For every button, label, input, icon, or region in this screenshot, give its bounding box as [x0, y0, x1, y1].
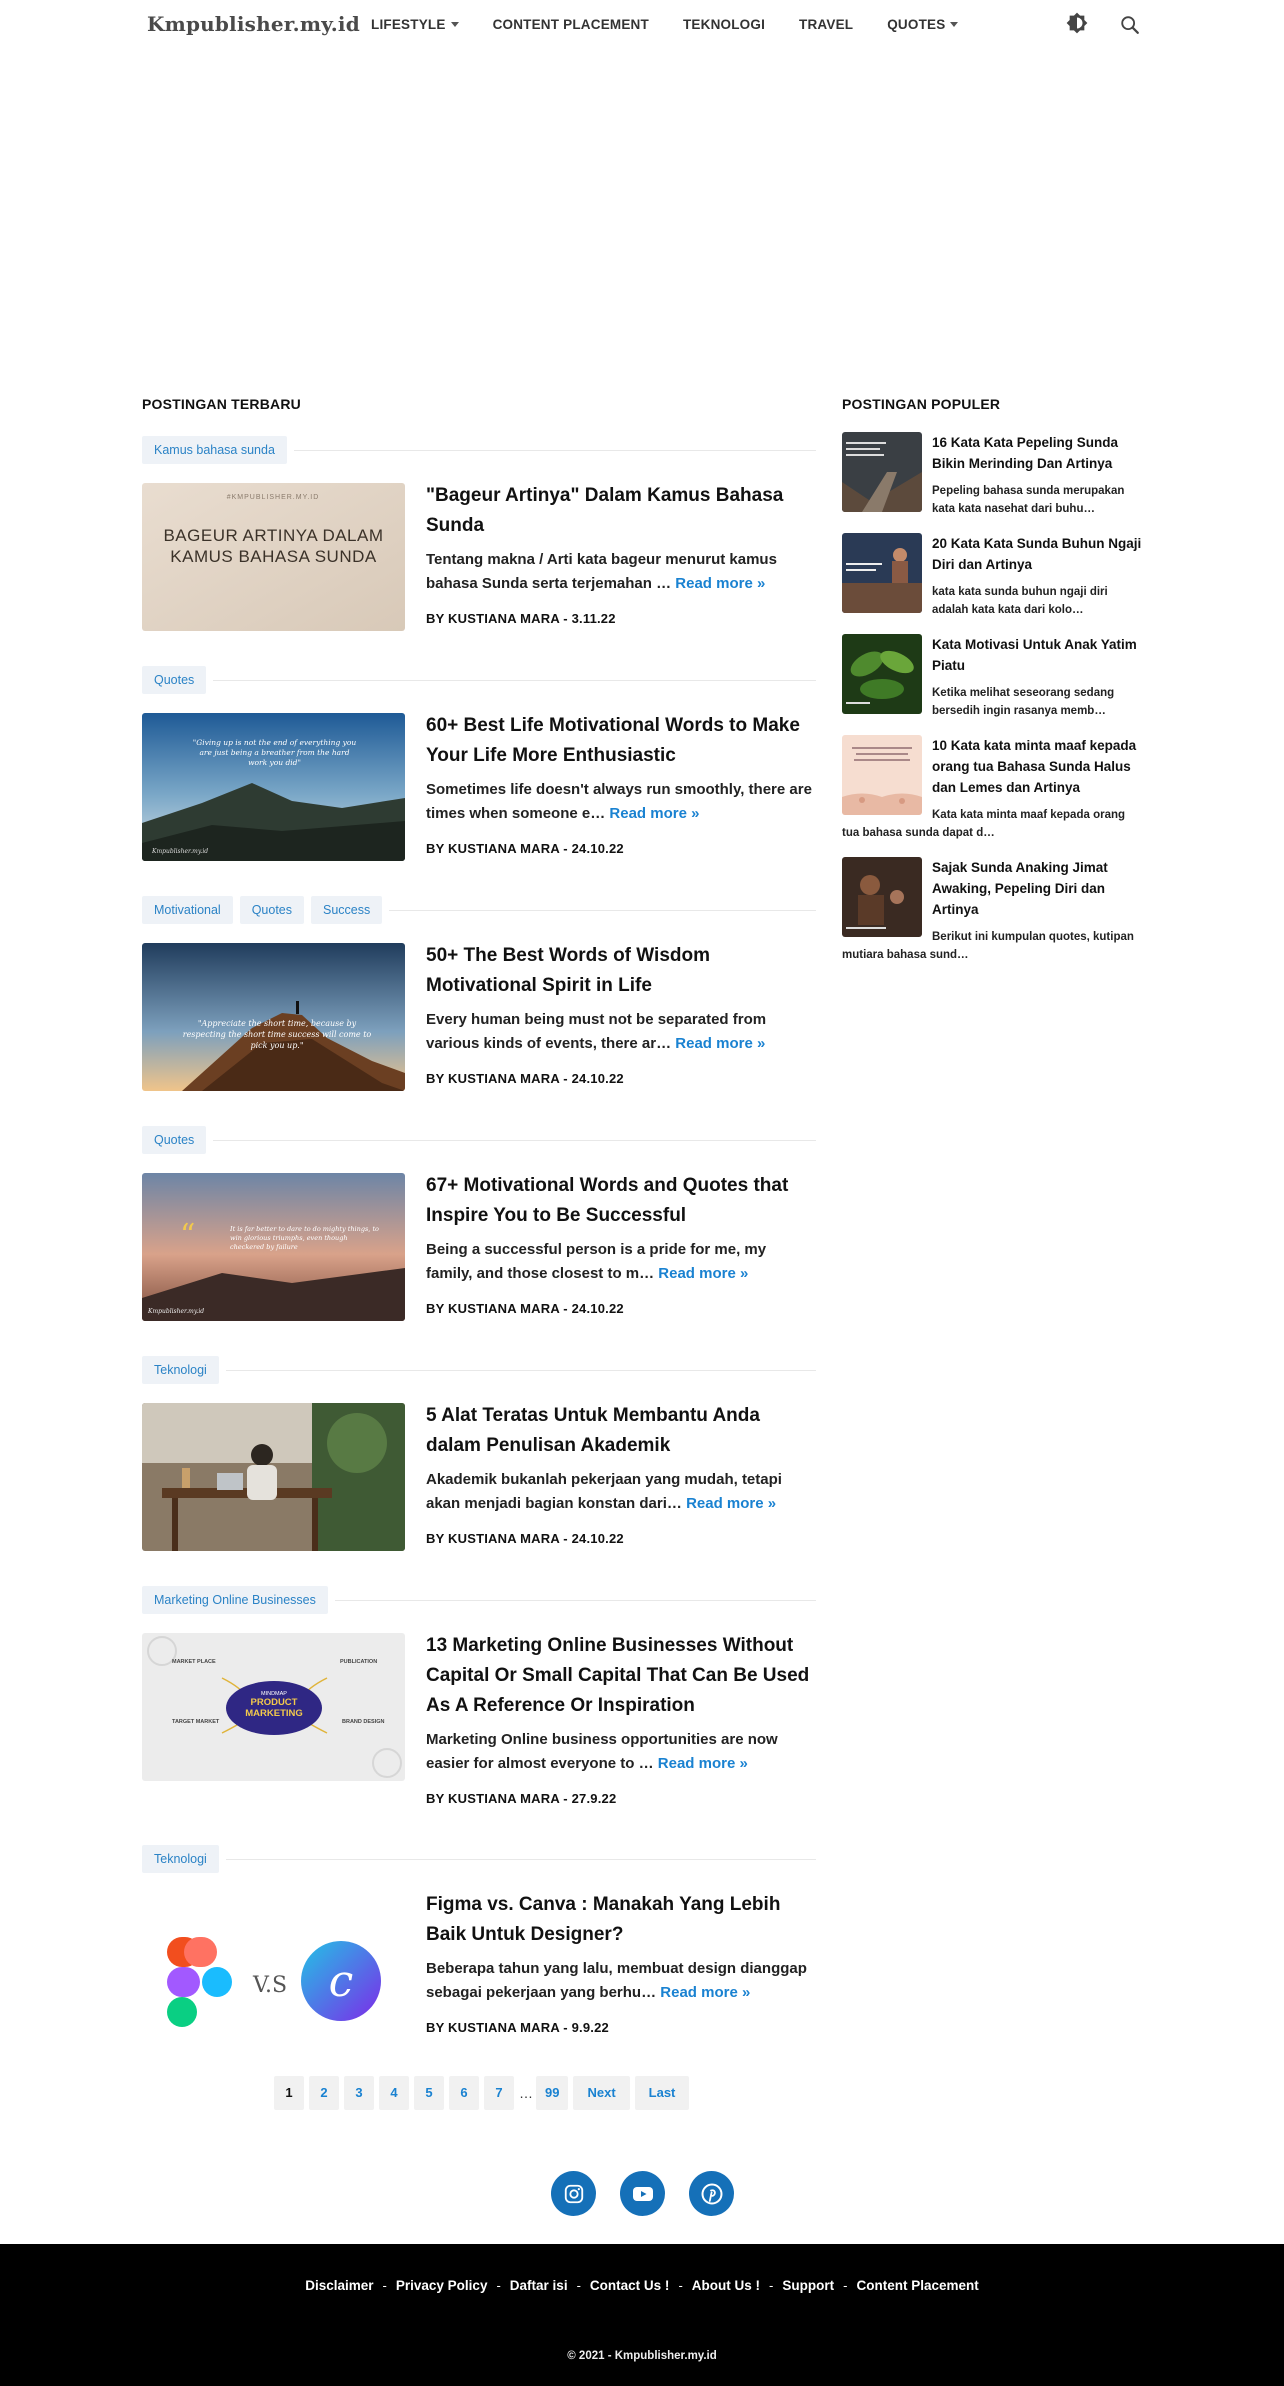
post-thumbnail[interactable] [142, 1403, 405, 1551]
pagination [274, 2076, 694, 2110]
popular-excerpt: Pepeling bahasa sunda merupakan kata kata nasehat dari buhu… [932, 485, 1125, 515]
post-title[interactable]: 60+ Best Life Motivational Words to Make Your Life More Enthusiastic [426, 715, 800, 766]
post-author: BY KUSTIANA MARA [426, 1071, 560, 1086]
footer-separator: - [576, 2278, 581, 2293]
post-thumbnail[interactable] [142, 713, 405, 861]
nav-item-travel[interactable] [799, 17, 853, 32]
post-meta: BY KUSTIANA MARA - 24.10.22 [426, 841, 624, 856]
site-header [0, 0, 1284, 52]
post-tag[interactable]: Quotes [240, 896, 304, 924]
popular-posts-heading: POSTINGAN POPULER [842, 396, 1001, 412]
footer-link-contact[interactable]: Contact Us ! [589, 2278, 670, 2293]
post-excerpt: Every human being must not be separated from various kinds of events, there ar… Read more » [426, 1011, 767, 1052]
thumb-quote: "Giving up is not the end of everything you are just being a breather from the hard work you did" [192, 738, 357, 767]
post-meta: BY KUSTIANA MARA - 24.10.22 [426, 1531, 624, 1546]
post-tags [142, 436, 816, 464]
page-button[interactable]: 5 [414, 2076, 444, 2110]
popular-thumbnail[interactable] [842, 857, 922, 937]
thumb-caption: #KMPUBLISHER.MY.ID [226, 494, 320, 501]
footer-link-about[interactable]: About Us ! [691, 2278, 761, 2293]
mindmap-label: PUBLICATION [340, 1659, 378, 1665]
youtube-button[interactable] [620, 2171, 665, 2216]
post-excerpt: Tentang makna / Arti kata bageur menurut kamus bahasa Sunda serta terjemahan … Read more » [426, 551, 777, 592]
read-more-link[interactable]: Read more » [658, 1265, 749, 1282]
page-button[interactable]: 4 [379, 2076, 409, 2110]
post-tags [142, 1845, 816, 1873]
post-meta: BY KUSTIANA MARA - 24.10.22 [426, 1301, 624, 1316]
post-title[interactable]: 67+ Motivational Words and Quotes that Inspire You to Be Successful [426, 1175, 789, 1226]
post-title[interactable]: 13 Marketing Online Businesses Without Capital Or Small Capital That Can Be Used As A Reference Or Inspiration [426, 1635, 810, 1716]
post-tag[interactable]: Kamus bahasa sunda [142, 436, 287, 464]
post-tag[interactable]: Quotes [142, 1126, 206, 1154]
latest-posts-heading: POSTINGAN TERBARU [142, 396, 301, 412]
post-title[interactable]: Figma vs. Canva : Manakah Yang Lebih Baik Untuk Designer? [426, 1894, 781, 1945]
pinterest-button[interactable] [689, 2171, 734, 2216]
post-tag[interactable]: Marketing Online Businesses [142, 1586, 328, 1614]
post-meta: BY KUSTIANA MARA - 3.11.22 [426, 611, 616, 626]
post-excerpt: Beberapa tahun yang lalu, membuat design dianggap sebagai pekerjaan yang berhu… Read more » [426, 1960, 807, 2001]
post-author: BY KUSTIANA MARA [426, 611, 560, 626]
post-excerpt: Sometimes life doesn't always run smoothly, there are times when someone e… Read more » [426, 781, 812, 822]
post-author: BY KUSTIANA MARA [426, 841, 560, 856]
post-author: BY KUSTIANA MARA [426, 1791, 560, 1806]
post-tags [142, 1356, 816, 1384]
page-button[interactable]: 2 [309, 2076, 339, 2110]
footer-link-privacy-policy[interactable]: Privacy Policy [395, 2278, 488, 2293]
nav-item-content-placement[interactable] [493, 17, 649, 32]
page-button[interactable]: 3 [344, 2076, 374, 2110]
post-excerpt: Being a successful person is a pride for me, my family, and those closest to m… Read more » [426, 1241, 767, 1282]
thumb-caption: Kmpublisher.my.id [148, 1308, 205, 1315]
main-nav [371, 17, 992, 32]
post-meta: BY KUSTIANA MARA - 9.9.22 [426, 2020, 609, 2035]
theme-toggle-button[interactable] [1066, 12, 1088, 34]
post-tags [142, 1586, 816, 1614]
post-author: BY KUSTIANA MARA [426, 2020, 560, 2035]
footer-separator: - [382, 2278, 387, 2293]
instagram-button[interactable] [551, 2171, 596, 2216]
mindmap-label: BRAND DESIGN [342, 1719, 385, 1725]
post-excerpt: Marketing Online business opportunities are now easier for almost everyone to … Read more » [426, 1731, 778, 1772]
post-date: 24.10.22 [571, 1071, 624, 1086]
page-ellipsis: … [519, 2085, 533, 2101]
footer-links [0, 2278, 1284, 2293]
social-links [551, 2171, 758, 2216]
post-date: 24.10.22 [571, 841, 624, 856]
post-tag[interactable]: Motivational [142, 896, 233, 924]
page-button[interactable]: 6 [449, 2076, 479, 2110]
post-author: BY KUSTIANA MARA [426, 1531, 560, 1546]
footer-separator: - [496, 2278, 501, 2293]
post-tag[interactable]: Teknologi [142, 1356, 219, 1384]
post-meta: BY KUSTIANA MARA - 27.9.22 [426, 1791, 617, 1806]
brightness-icon [1066, 12, 1088, 34]
page-button[interactable]: 7 [484, 2076, 514, 2110]
footer-separator: - [678, 2278, 683, 2293]
post-title[interactable]: 5 Alat Teratas Untuk Membantu Anda dalam Penulisan Akademik [426, 1405, 760, 1456]
popular-thumbnail[interactable] [842, 735, 922, 815]
post-meta: BY KUSTIANA MARA - 24.10.22 [426, 1071, 624, 1086]
post-title[interactable]: 50+ The Best Words of Wisdom Motivational Spirit in Life [426, 945, 710, 996]
youtube-icon [631, 2182, 655, 2206]
read-more-link[interactable]: Read more » [686, 1495, 777, 1512]
post-tags [142, 1126, 816, 1154]
vs-text: V.S [252, 1973, 288, 1998]
popular-title[interactable]: Sajak Sunda Anaking Jimat Awaking, Pepeling Diri dan Artinya [932, 860, 1108, 917]
popular-title[interactable]: 20 Kata Kata Sunda Buhun Ngaji Diri dan Artinya [932, 536, 1142, 572]
divider [142, 1140, 816, 1141]
mindmap-label: TARGET MARKET [172, 1719, 220, 1725]
footer-link-disclaimer[interactable]: Disclaimer [305, 2278, 374, 2293]
post-excerpt: Akademik bukanlah pekerjaan yang mudah, tetapi akan menjadi bagian konstan dari… Read more » [426, 1471, 782, 1512]
chevron-down-icon [950, 22, 958, 27]
nav-label: TEKNOLOGI [682, 17, 766, 32]
nav-item-quotes[interactable] [887, 17, 958, 32]
mindmap-small: MINDMAP [261, 1691, 287, 1697]
next-page-button[interactable]: Next [573, 2076, 629, 2110]
popular-excerpt: Kata kata minta maaf kepada orang tua bahasa sunda dapat d… [842, 809, 1126, 839]
thumb-quote: It is far better to dare to do mighty things, to win glorious triumphs, even though checkered by failure [230, 1225, 379, 1251]
mindmap-label: MARKET PLACE [172, 1659, 216, 1665]
read-more-link[interactable]: Read more » [609, 805, 700, 822]
pinterest-icon [700, 2182, 724, 2206]
mindmap-center: PRODUCT MARKETING [245, 1697, 303, 1719]
post-thumbnail[interactable] [142, 1892, 405, 2040]
post-author: BY KUSTIANA MARA [426, 1301, 560, 1316]
post-date: 3.11.22 [571, 611, 616, 626]
nav-label: TRAVEL [799, 17, 854, 32]
popular-excerpt: Berikut ini kumpulan quotes, kutipan mutiara bahasa sund… [842, 931, 1134, 961]
popular-excerpt: Ketika melihat seseorang sedang bersedih ingin rasanya memb… [932, 687, 1115, 717]
nav-item-teknologi[interactable] [683, 17, 765, 32]
popular-title[interactable]: 16 Kata Kata Pepeling Sunda Bikin Merinding Dan Artinya [932, 435, 1119, 471]
post-tags [142, 666, 816, 694]
divider [142, 1859, 816, 1860]
site-footer [0, 2244, 1284, 2386]
post-thumbnail[interactable] [142, 1173, 405, 1321]
post-thumbnail[interactable] [142, 943, 405, 1091]
post-tag[interactable]: Quotes [142, 666, 206, 694]
read-more-link[interactable]: Read more » [675, 575, 766, 592]
thumb-caption: Kmpublisher.my.id [152, 848, 209, 855]
copyright-text: © 2021 - Kmpublisher.my.id [567, 2350, 717, 2362]
footer-separator: - [769, 2278, 774, 2293]
post-tags [142, 896, 816, 924]
quote-mark: “ [180, 1218, 196, 1253]
footer-link-content-placement[interactable]: Content Placement [856, 2278, 979, 2293]
instagram-icon [563, 2183, 585, 2205]
nav-label: LIFESTYLE [371, 17, 446, 32]
search-icon [1119, 14, 1141, 36]
footer-link-support[interactable]: Support [782, 2278, 835, 2293]
thumb-quote: "Appreciate the short time, because by respecting the short time success will come to pick you up." [182, 1019, 372, 1050]
post-tag[interactable]: Teknologi [142, 1845, 219, 1873]
post-tag[interactable]: Success [311, 896, 382, 924]
page-button-last-number[interactable]: 99 [536, 2076, 568, 2110]
footer-link-daftar-isi[interactable]: Daftar isi [509, 2278, 568, 2293]
footer-separator: - [843, 2278, 848, 2293]
read-more-link[interactable]: Read more » [657, 1755, 748, 1772]
svg-text:c: c [328, 1956, 354, 2007]
post-date: 24.10.22 [571, 1531, 624, 1546]
post-date: 9.9.22 [571, 2020, 609, 2035]
post-thumbnail[interactable] [142, 1633, 405, 1781]
site-logo[interactable]: Kmpublisher.my.id [147, 12, 360, 36]
page-button-current[interactable]: 1 [274, 2076, 304, 2110]
post-date: 24.10.22 [571, 1301, 624, 1316]
popular-title[interactable]: 10 Kata kata minta maaf kepada orang tua Bahasa Sunda Halus dan Lemes dan Artinya [932, 738, 1137, 795]
nav-label: QUOTES [887, 17, 946, 32]
post-date: 27.9.22 [571, 1791, 617, 1806]
read-more-link[interactable]: Read more » [660, 1984, 751, 2001]
post-thumbnail[interactable] [142, 483, 405, 631]
popular-excerpt: kata kata sunda buhun ngaji diri adalah kata kata dari kolo… [932, 586, 1108, 616]
post-title[interactable]: "Bageur Artinya" Dalam Kamus Bahasa Sunda [426, 485, 784, 536]
chevron-down-icon [451, 22, 459, 27]
search-button[interactable] [1119, 14, 1141, 36]
nav-item-lifestyle[interactable] [371, 17, 459, 32]
canva-logo-icon [301, 1941, 381, 2021]
thumb-headline: BAGEUR ARTINYA DALAM KAMUS BAHASA SUNDA [163, 526, 384, 566]
divider [142, 680, 816, 681]
popular-title[interactable]: Kata Motivasi Untuk Anak Yatim Piatu [932, 637, 1137, 673]
divider [142, 1370, 816, 1371]
last-page-button[interactable]: Last [635, 2076, 690, 2110]
nav-label: CONTENT PLACEMENT [492, 17, 649, 32]
read-more-link[interactable]: Read more » [675, 1035, 766, 1052]
